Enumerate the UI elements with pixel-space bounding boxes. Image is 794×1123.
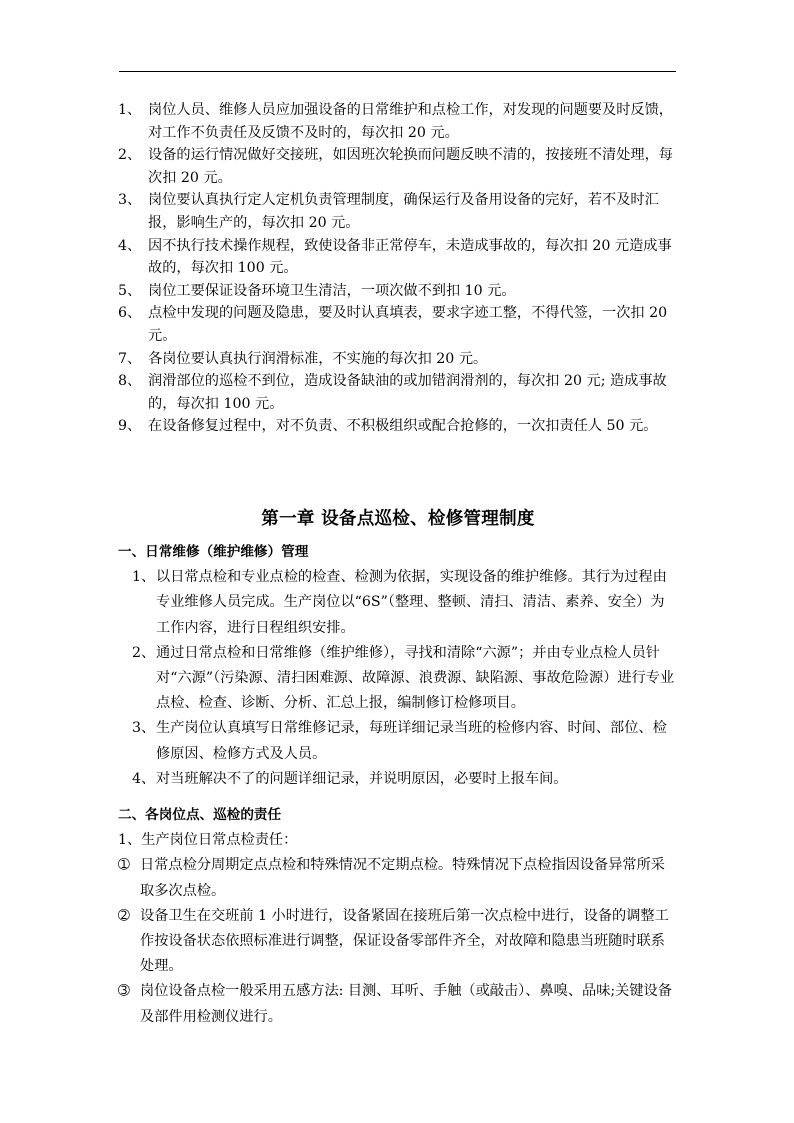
item-number: 1、: [132, 569, 156, 586]
item-text: 岗位要认真执行定人定机负责管理制度，确保运行及备用设备的完好，若不及时汇报，影响生产的，每次扣 20 元。: [148, 192, 659, 231]
item-number: 2、: [118, 147, 142, 164]
list-item: [118, 302, 678, 347]
chapter-title: 第一章 设备点巡检、检修管理制度: [261, 509, 535, 529]
item-text: 通过日常点检和日常维修（维护维修），寻找和清除“六源”；并由专业点检人员针对“六源”（污染源、清扫困难源、故障源、浪费源、缺陷源、事故危险源）进行专业点检、检查、诊断、分析、汇总上报，编制修订检修项目。: [156, 644, 675, 712]
list-item: [118, 767, 678, 792]
section-heading: 一、日常维修（维护维修）管理: [118, 544, 309, 560]
item-text: 设备的运行情况做好交接班，如因班次轮换而问题反映不清的，按接班不清处理，每次扣 20 元。: [148, 147, 673, 186]
item-text: 日常点检分周期定点点检和特殊情况不定期点检。特殊情况下点检指因设备异常所采取多次点检。: [140, 857, 665, 899]
list-item: [118, 415, 678, 438]
list-item: [118, 348, 678, 371]
item-text: 点检中发现的问题及隐患，要及时认真填表，要求字迹工整，不得代签，一次扣 20 元。: [148, 305, 668, 344]
item-text: 润滑部位的巡检不到位，造成设备缺油的或加错润滑剂的，每次扣 20 元; 造成事故的，每次扣 100 元。: [148, 373, 667, 412]
section-inspection-duty: [118, 803, 678, 1030]
list-item: [118, 904, 678, 980]
item-number: 4、: [118, 237, 142, 254]
header-rule: [119, 71, 676, 72]
list-item: [118, 144, 678, 189]
item-text: 设备卫生在交班前 1 小时进行，设备紧固在接班后第一次点检中进行，设备的调整工作按设备状态依照标准进行调整，保证设备零部件齐全，对故障和隐患当班随时联系处理。: [140, 907, 669, 975]
item-text: 在设备修复过程中，对不负责、不积极组织或配合抢修的，一次扣责任人 50 元。: [148, 418, 658, 435]
item-number: 8、: [118, 373, 142, 390]
section-heading: 二、各岗位点、巡检的责任: [118, 807, 282, 823]
item-number: 6、: [118, 305, 142, 322]
item-number: 9、: [118, 418, 142, 435]
item-text: 因不执行技术操作规程，致使设备非正常停车，未造成事故的，每次扣 20 元造成事故的，每次扣 100 元。: [148, 237, 672, 277]
list-item: [118, 979, 678, 1029]
item-number: 2、: [132, 644, 156, 661]
item-text: 各岗位要认真执行润滑标准，不实施的每次扣 20 元。: [148, 350, 488, 367]
circled-number: ➁: [118, 907, 130, 924]
list-item: [118, 716, 678, 766]
list-item: [118, 641, 678, 717]
list-item: [118, 853, 678, 903]
item-text: 岗位设备点检一般采用五感方法: 目测、耳听、手触（或敲击）、鼻嗅、品味;关键设备及部件用检测仪进行。: [140, 983, 672, 1025]
item-text: 以日常点检和专业点检的检查、检测为依据，实现设备的维护维修。其行为过程由专业维修人员完成。生产岗位以“6S”（整理、整顿、清扫、清洁、素养、安全）为工作内容，进行日程组织安排。: [156, 569, 667, 636]
item-text: 岗位人员、维修人员应加强设备的日常维护和点检工作，对发现的问题要及时反馈，对工作不负责任及反馈不及时的，每次扣 20 元。: [148, 102, 673, 141]
item-text: 生产岗位认真填写日常维修记录，每班详细记录当班的检修内容、时间、部位、检修原因、检修方式及人员。: [156, 720, 667, 762]
item-number: 7、: [118, 350, 142, 367]
item-number: 3、: [118, 192, 142, 209]
list-item: [118, 99, 678, 144]
list-item: [118, 235, 678, 280]
section-intro: 1、生产岗位日常点检责任：: [118, 832, 298, 849]
list-item: [118, 280, 678, 303]
list-item: [118, 189, 678, 234]
item-number: 3、: [132, 720, 156, 737]
item-number: 1、: [118, 102, 142, 118]
circled-number: ➀: [118, 857, 130, 874]
penalty-rules-list: [118, 99, 678, 438]
item-number: 4、: [132, 770, 156, 787]
list-item: [118, 565, 678, 641]
item-text: 对当班解决不了的问题详细记录，并说明原因，必要时上报车间。: [156, 770, 568, 787]
item-text: 岗位工要保证设备环境卫生清洁，一项次做不到扣 10 元。: [148, 282, 516, 299]
circled-number: ➂: [118, 983, 130, 1000]
section-daily-maintenance: [118, 540, 678, 792]
item-number: 5、: [118, 282, 142, 299]
list-item: [118, 370, 678, 415]
